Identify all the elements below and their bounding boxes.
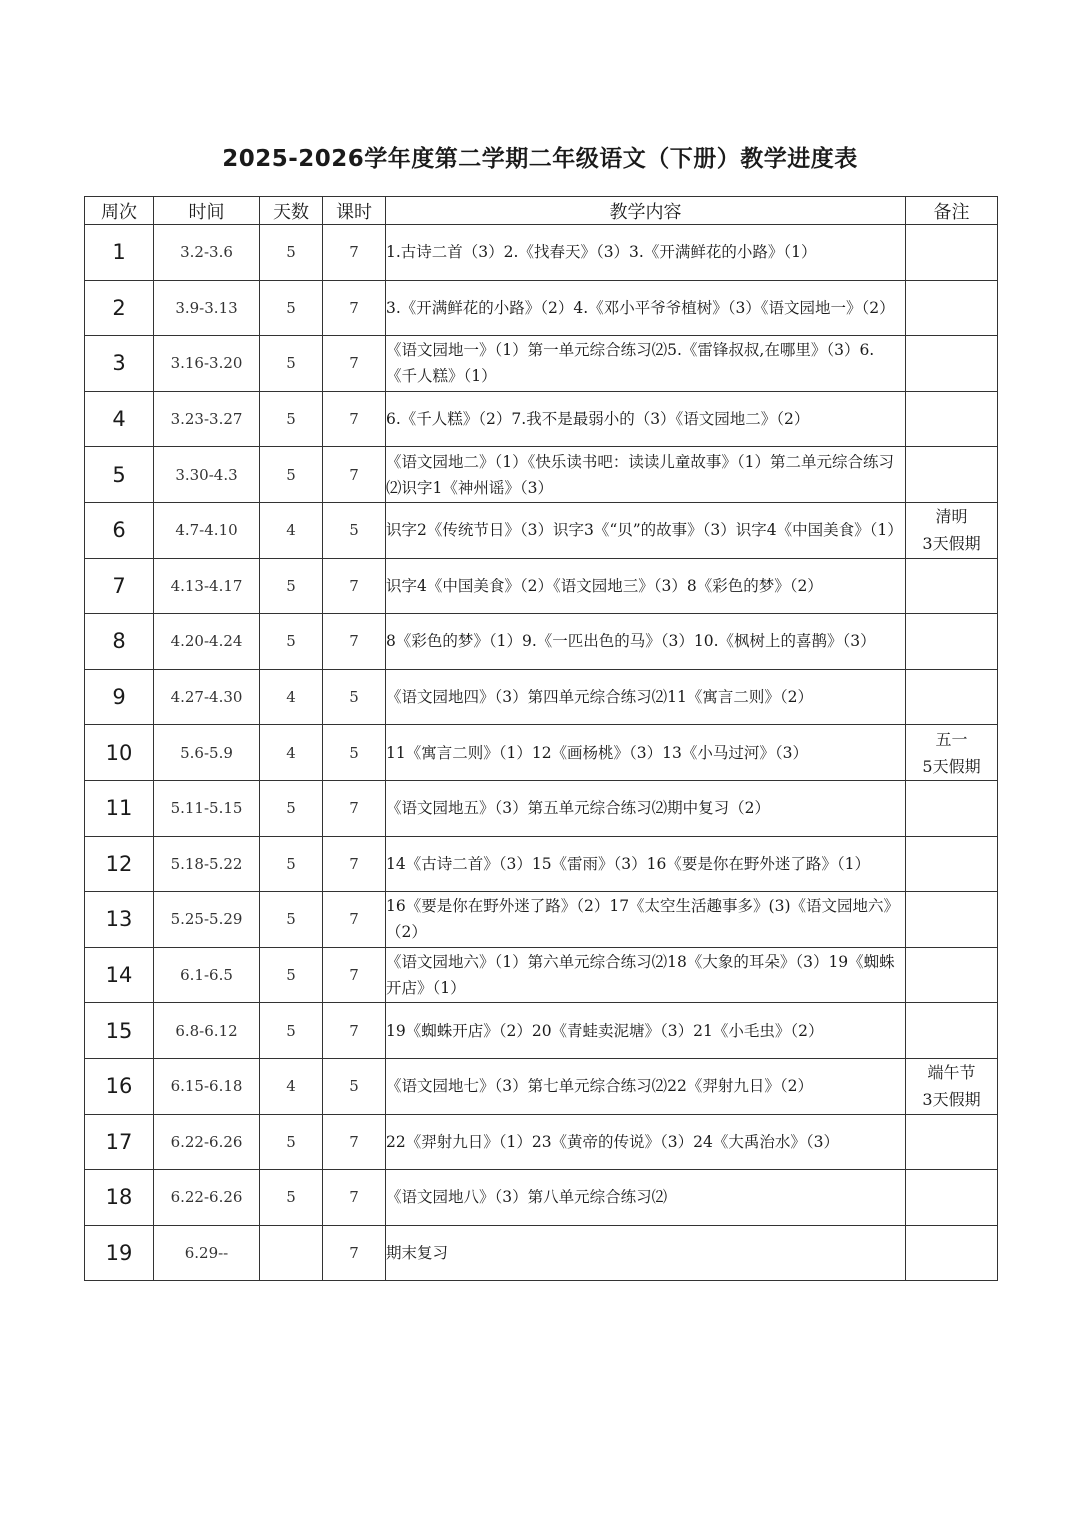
- header-days: 天数: [260, 197, 323, 225]
- note-cell: [906, 614, 998, 670]
- header-time: 时间: [154, 197, 260, 225]
- periods-cell: 7: [323, 447, 386, 503]
- header-week: 周次: [85, 197, 154, 225]
- time-cell: 6.29--: [154, 1225, 260, 1281]
- content-cell: 6.《千人糕》（2）7.我不是最弱小的（3）《语文园地二》（2）: [386, 391, 906, 447]
- time-cell: 4.20-4.24: [154, 614, 260, 670]
- header-content: 教学内容: [386, 197, 906, 225]
- header-row: [85, 197, 998, 225]
- time-cell: 6.8-6.12: [154, 1003, 260, 1059]
- week-cell: 1: [85, 225, 154, 281]
- table-row: [85, 1225, 998, 1281]
- days-cell: 5: [260, 1003, 323, 1059]
- periods-cell: 5: [323, 725, 386, 781]
- page-title: 2025-2026学年度第二学期二年级语文（下册）教学进度表: [222, 146, 858, 172]
- week-cell: 12: [85, 836, 154, 892]
- table-row: [85, 892, 998, 948]
- table-row: [85, 1003, 998, 1059]
- table-row: [85, 391, 998, 447]
- content-cell: 8《彩色的梦》（1）9.《一匹出色的马》（3）10.《枫树上的喜鹊》（3）: [386, 614, 906, 670]
- note-cell: [906, 502, 998, 558]
- table-row: [85, 1170, 998, 1226]
- week-cell: 10: [85, 725, 154, 781]
- week-cell: 6: [85, 502, 154, 558]
- time-cell: 5.6-5.9: [154, 725, 260, 781]
- week-cell: 9: [85, 669, 154, 725]
- periods-cell: 7: [323, 1170, 386, 1226]
- periods-cell: 7: [323, 1003, 386, 1059]
- periods-cell: 5: [323, 1058, 386, 1114]
- days-cell: 4: [260, 502, 323, 558]
- time-cell: 6.1-6.5: [154, 947, 260, 1003]
- content-cell: 《语文园地六》（1）第六单元综合练习⑵18《大象的耳朵》（3）19《蜘蛛开店》（1）: [386, 947, 906, 1003]
- content-cell: 14《古诗二首》（3）15《雷雨》（3）16《要是你在野外迷了路》（1）: [386, 836, 906, 892]
- week-cell: 18: [85, 1170, 154, 1226]
- note-line: 清明: [935, 507, 968, 527]
- note-line: 端午节: [927, 1063, 976, 1083]
- week-cell: 2: [85, 280, 154, 336]
- note-cell: [906, 1225, 998, 1281]
- table-row: [85, 280, 998, 336]
- periods-cell: 5: [323, 669, 386, 725]
- periods-cell: 7: [323, 280, 386, 336]
- note-cell: [906, 780, 998, 836]
- week-cell: 7: [85, 558, 154, 614]
- periods-cell: 7: [323, 947, 386, 1003]
- week-cell: 17: [85, 1114, 154, 1170]
- week-cell: 19: [85, 1225, 154, 1281]
- content-cell: 《语文园地四》（3）第四单元综合练习⑵11《寓言二则》（2）: [386, 669, 906, 725]
- note-cell: [906, 836, 998, 892]
- time-cell: 4.13-4.17: [154, 558, 260, 614]
- time-cell: 5.11-5.15: [154, 780, 260, 836]
- table-row: [85, 225, 998, 281]
- days-cell: 4: [260, 669, 323, 725]
- days-cell: 5: [260, 1170, 323, 1226]
- days-cell: [260, 1225, 323, 1281]
- days-cell: 4: [260, 1058, 323, 1114]
- content-cell: 16《要是你在野外迷了路》（2）17《太空生活趣事多》(3)《语文园地六》（2）: [386, 892, 906, 948]
- note-cell: [906, 225, 998, 281]
- content-cell: 3.《开满鲜花的小路》（2）4.《邓小平爷爷植树》（3）《语文园地一》（2）: [386, 280, 906, 336]
- table-row: [85, 669, 998, 725]
- days-cell: 5: [260, 780, 323, 836]
- week-cell: 13: [85, 892, 154, 948]
- days-cell: 5: [260, 892, 323, 948]
- days-cell: 5: [260, 614, 323, 670]
- time-cell: 4.7-4.10: [154, 502, 260, 558]
- days-cell: 5: [260, 836, 323, 892]
- days-cell: 5: [260, 391, 323, 447]
- note-cell: [906, 1058, 998, 1114]
- note-cell: [906, 391, 998, 447]
- week-cell: 11: [85, 780, 154, 836]
- periods-cell: 7: [323, 614, 386, 670]
- note-cell: [906, 1114, 998, 1170]
- note-cell: [906, 1170, 998, 1226]
- week-cell: 14: [85, 947, 154, 1003]
- time-cell: 6.15-6.18: [154, 1058, 260, 1114]
- time-cell: 3.9-3.13: [154, 280, 260, 336]
- note-cell: [906, 725, 998, 781]
- note-line: 3天假期: [922, 1090, 981, 1110]
- periods-cell: 7: [323, 391, 386, 447]
- content-cell: 期末复习: [386, 1225, 906, 1281]
- table-row: [85, 836, 998, 892]
- content-cell: 《语文园地五》（3）第五单元综合练习⑵期中复习（2）: [386, 780, 906, 836]
- note-cell: [906, 447, 998, 503]
- days-cell: 5: [260, 1114, 323, 1170]
- days-cell: 5: [260, 447, 323, 503]
- week-cell: 16: [85, 1058, 154, 1114]
- week-cell: 15: [85, 1003, 154, 1059]
- table-row: [85, 1114, 998, 1170]
- schedule-table: [84, 196, 998, 1281]
- content-cell: 《语文园地七》（3）第七单元综合练习⑵22《羿射九日》（2）: [386, 1058, 906, 1114]
- content-cell: 识字4《中国美食》（2）《语文园地三》（3）8《彩色的梦》（2）: [386, 558, 906, 614]
- time-cell: 6.22-6.26: [154, 1170, 260, 1226]
- days-cell: 5: [260, 225, 323, 281]
- periods-cell: 7: [323, 336, 386, 392]
- note-cell: [906, 280, 998, 336]
- content-cell: 11《寓言二则》（1）12《画杨桃》（3）13《小马过河》（3）: [386, 725, 906, 781]
- periods-cell: 7: [323, 1114, 386, 1170]
- periods-cell: 7: [323, 780, 386, 836]
- week-cell: 5: [85, 447, 154, 503]
- periods-cell: 7: [323, 892, 386, 948]
- header-periods: 课时: [323, 197, 386, 225]
- time-cell: 5.25-5.29: [154, 892, 260, 948]
- table-row: [85, 947, 998, 1003]
- table-row: [85, 502, 998, 558]
- header-note: 备注: [906, 197, 998, 225]
- note-cell: [906, 947, 998, 1003]
- note-line: 五一: [935, 729, 968, 749]
- time-cell: 3.2-3.6: [154, 225, 260, 281]
- table-row: [85, 336, 998, 392]
- days-cell: 5: [260, 558, 323, 614]
- note-line: 3天假期: [922, 534, 981, 554]
- note-cell: [906, 1003, 998, 1059]
- content-cell: 19《蜘蛛开店》（2）20《青蛙卖泥塘》（3）21《小毛虫》（2）: [386, 1003, 906, 1059]
- content-cell: 1.古诗二首（3）2.《找春天》（3）3.《开满鲜花的小路》（1）: [386, 225, 906, 281]
- content-cell: 22《羿射九日》（1）23《黄帝的传说》（3）24《大禹治水》（3）: [386, 1114, 906, 1170]
- periods-cell: 7: [323, 225, 386, 281]
- days-cell: 5: [260, 947, 323, 1003]
- time-cell: 4.27-4.30: [154, 669, 260, 725]
- days-cell: 5: [260, 336, 323, 392]
- content-cell: 《语文园地一》（1）第一单元综合练习⑵5.《雷锋叔叔,在哪里》（3）6.《千人糕》（1）: [386, 336, 906, 392]
- note-cell: [906, 892, 998, 948]
- days-cell: 5: [260, 280, 323, 336]
- table-row: [85, 558, 998, 614]
- time-cell: 6.22-6.26: [154, 1114, 260, 1170]
- time-cell: 3.23-3.27: [154, 391, 260, 447]
- table-row: [85, 780, 998, 836]
- content-cell: 识字2《传统节日》（3）识字3《“贝”的故事》（3）识字4《中国美食》（1）: [386, 502, 906, 558]
- table-row: [85, 614, 998, 670]
- periods-cell: 5: [323, 502, 386, 558]
- table-row: [85, 725, 998, 781]
- periods-cell: 7: [323, 836, 386, 892]
- content-cell: 《语文园地八》（3）第八单元综合练习⑵: [386, 1170, 906, 1226]
- table-row: [85, 447, 998, 503]
- week-cell: 3: [85, 336, 154, 392]
- time-cell: 3.16-3.20: [154, 336, 260, 392]
- week-cell: 4: [85, 391, 154, 447]
- week-cell: 8: [85, 614, 154, 670]
- content-cell: 《语文园地二》（1）《快乐读书吧：读读儿童故事》（1）第二单元综合练习⑵识字1《神州谣》（3）: [386, 447, 906, 503]
- note-line: 5天假期: [922, 756, 981, 776]
- note-cell: [906, 336, 998, 392]
- table-row: [85, 1058, 998, 1114]
- periods-cell: 7: [323, 558, 386, 614]
- time-cell: 5.18-5.22: [154, 836, 260, 892]
- note-cell: [906, 558, 998, 614]
- note-cell: [906, 669, 998, 725]
- days-cell: 4: [260, 725, 323, 781]
- periods-cell: 7: [323, 1225, 386, 1281]
- time-cell: 3.30-4.3: [154, 447, 260, 503]
